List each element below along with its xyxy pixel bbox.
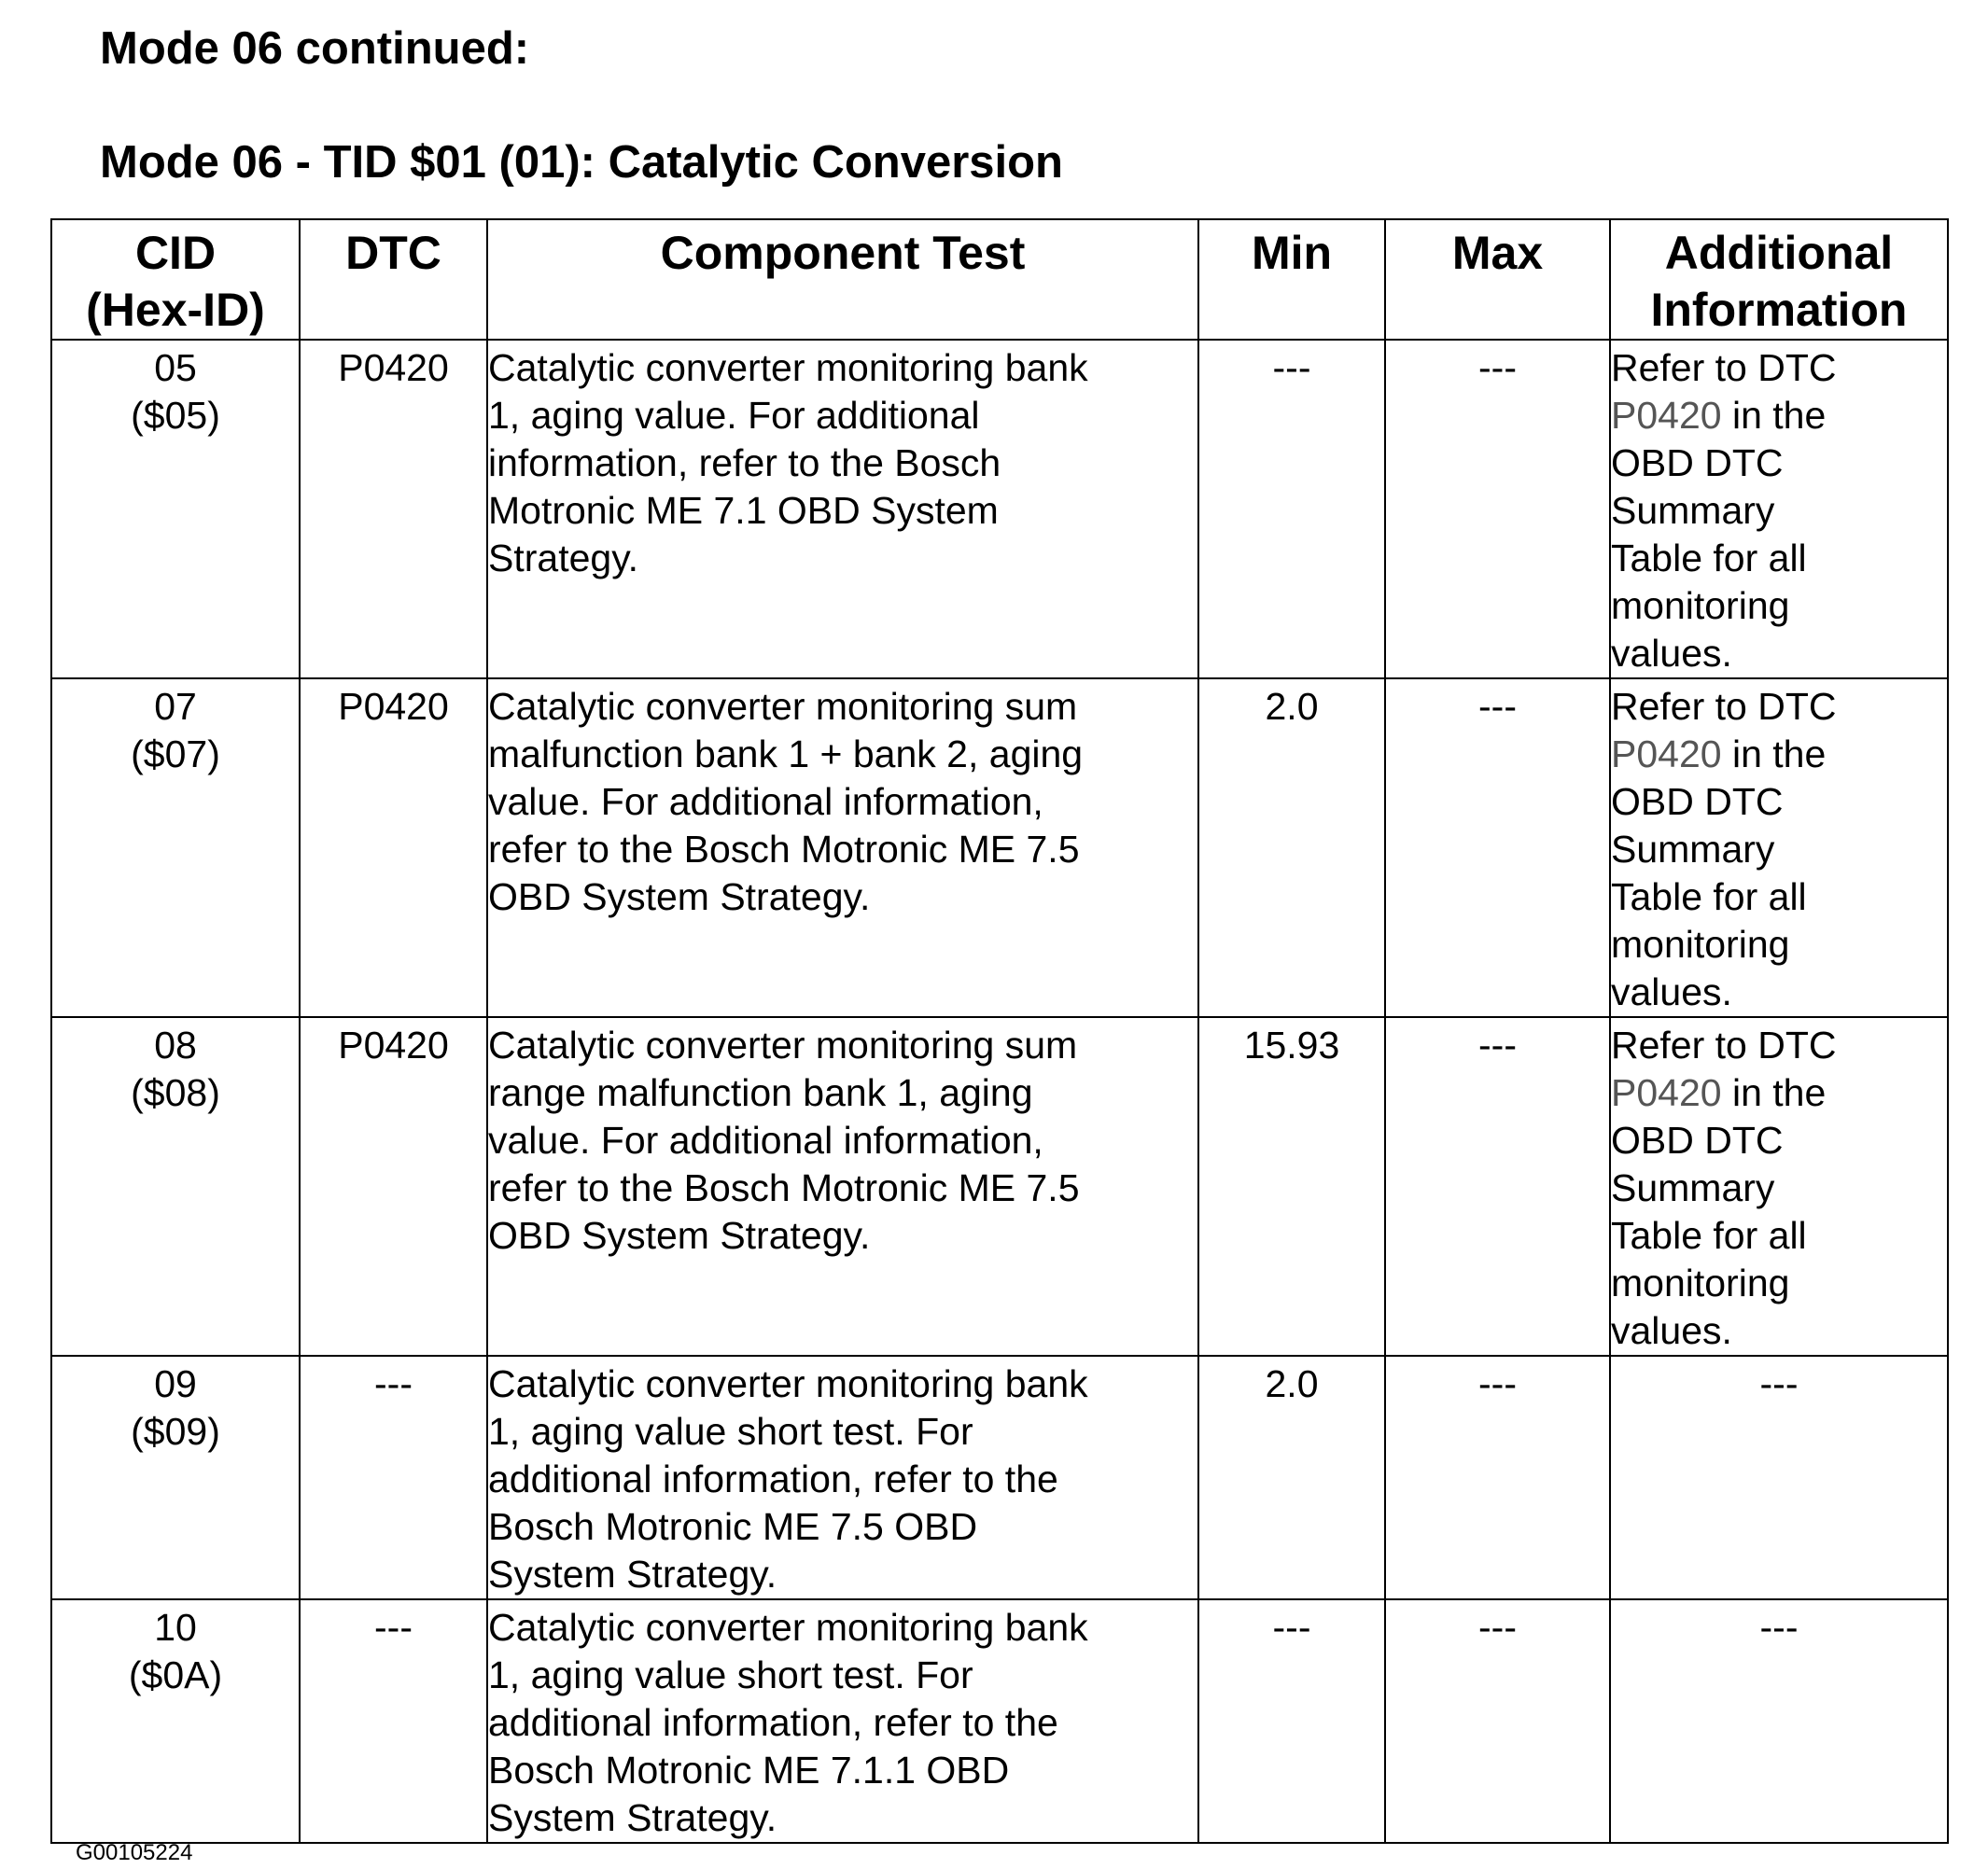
table-row [51,1356,1948,1599]
dtc-cell: --- [300,1599,487,1843]
max-cell: --- [1385,1017,1610,1356]
cid-cell: 08 ($08) [51,1017,300,1356]
min-cell: --- [1198,1599,1385,1843]
table-row [51,1017,1948,1356]
table-row [51,678,1948,1017]
dtc-reference: P0420 [1611,732,1722,775]
component-test-cell: Catalytic converter monitoring bank 1, aging value short test. For additional information, refer to the Bosch Motronic ME 7.5 OBD System Strategy. [487,1356,1198,1599]
component-test-cell: Catalytic converter monitoring sum malfunction bank 1 + bank 2, aging value. For additional information, refer to the Bosch Motronic ME 7.5 OBD System Strategy. [487,678,1198,1017]
header-max: Max [1385,219,1610,340]
header-cid: CID (Hex-ID) [51,219,300,340]
cid-cell: 09 ($09) [51,1356,300,1599]
max-cell: --- [1385,1599,1610,1843]
max-cell: --- [1385,678,1610,1017]
component-test-cell: Catalytic converter monitoring bank 1, aging value short test. For additional information, refer to the Bosch Motronic ME 7.1.1 OBD System Strategy. [487,1599,1198,1843]
component-test-cell: Catalytic converter monitoring sum range malfunction bank 1, aging value. For additional information, refer to the Bosch Motronic ME 7.5 OBD System Strategy. [487,1017,1198,1356]
dtc-cell: --- [300,1356,487,1599]
header-additional-information: Additional Information [1610,219,1948,340]
max-cell: --- [1385,340,1610,678]
cid-cell: 10 ($0A) [51,1599,300,1843]
table-row [51,340,1948,678]
header-component-test: Component Test [487,219,1198,340]
dtc-cell: P0420 [300,340,487,678]
additional-info-cell: --- [1610,1356,1948,1599]
dtc-reference: P0420 [1611,394,1722,437]
table-title: Mode 06 - TID $01 (01): Catalytic Conversion [100,137,1063,188]
table-row [51,1599,1948,1843]
dtc-cell: P0420 [300,678,487,1017]
additional-info-cell: --- [1610,1599,1948,1843]
header-min: Min [1198,219,1385,340]
min-cell: --- [1198,340,1385,678]
header-dtc: DTC [300,219,487,340]
figure-id: G00105224 [76,1840,193,1865]
cid-cell: 05 ($05) [51,340,300,678]
dtc-reference: P0420 [1611,1071,1722,1114]
catalytic-conversion-table [50,218,1949,1844]
table-header-row [51,219,1948,340]
additional-info-cell: Refer to DTC P0420 in the OBD DTC Summary Table for all monitoring values. [1610,1017,1948,1356]
additional-info-cell: Refer to DTC P0420 in the OBD DTC Summary Table for all monitoring values. [1610,340,1948,678]
min-cell: 2.0 [1198,1356,1385,1599]
dtc-cell: P0420 [300,1017,487,1356]
min-cell: 15.93 [1198,1017,1385,1356]
min-cell: 2.0 [1198,678,1385,1017]
page-heading: Mode 06 continued: [100,23,530,74]
component-test-cell: Catalytic converter monitoring bank 1, aging value. For additional information, refer to the Bosch Motronic ME 7.1 OBD System Strategy. [487,340,1198,678]
max-cell: --- [1385,1356,1610,1599]
additional-info-cell: Refer to DTC P0420 in the OBD DTC Summary Table for all monitoring values. [1610,678,1948,1017]
cid-cell: 07 ($07) [51,678,300,1017]
